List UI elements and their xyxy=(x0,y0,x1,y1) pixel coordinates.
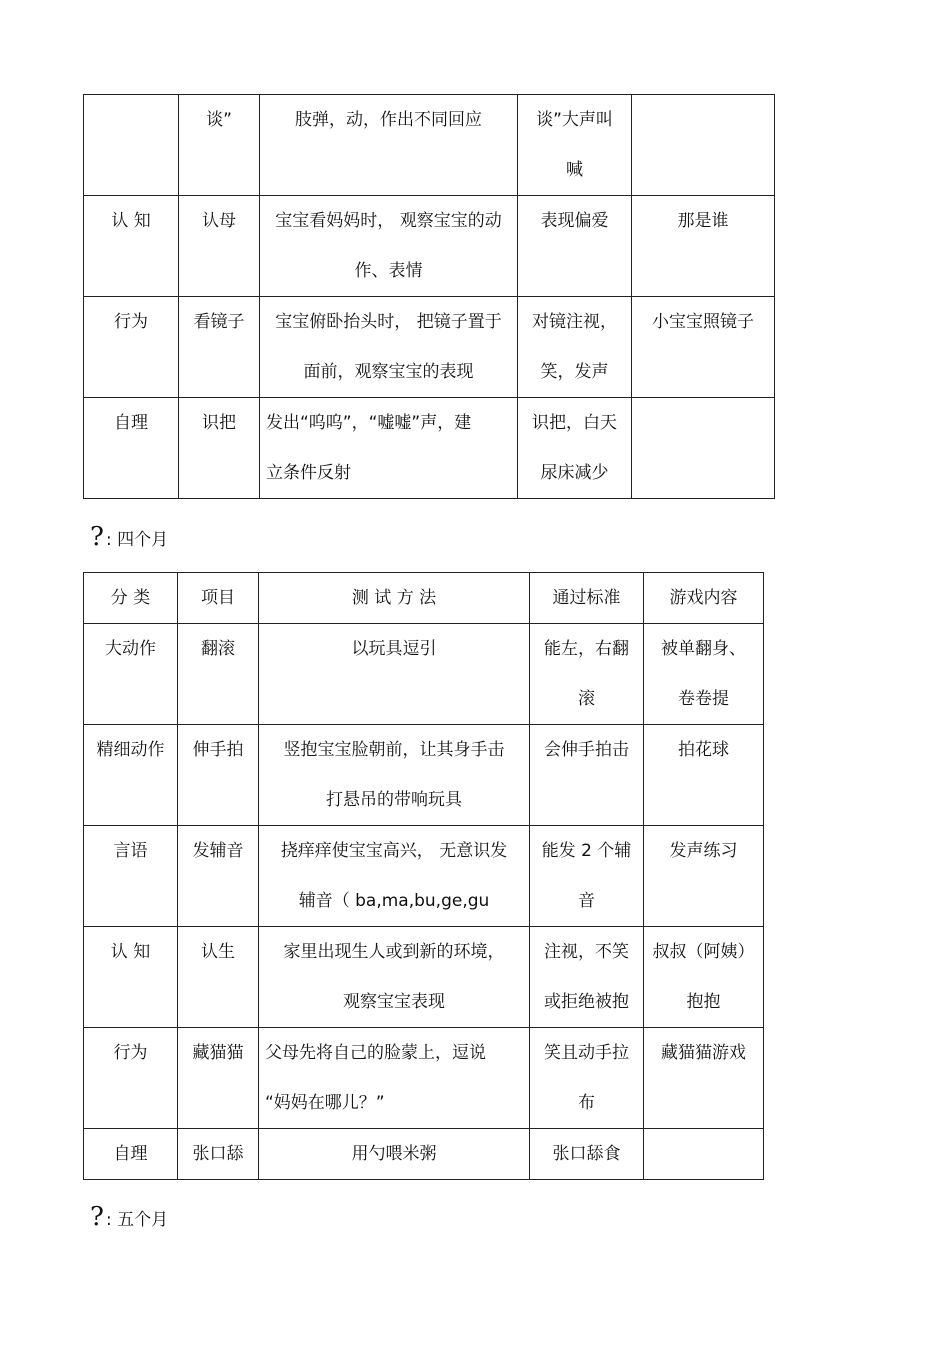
game-cell: 叔叔（阿姨） 抱抱 xyxy=(644,927,764,1028)
category-cell: 言语 xyxy=(84,826,178,927)
bullet-marker: ? xyxy=(90,522,104,552)
table-row xyxy=(84,95,775,196)
standard-cell: 识把，白天 尿床减少 xyxy=(518,398,632,499)
standard-cell: 张口舔食 xyxy=(530,1129,644,1180)
table-row xyxy=(84,1028,764,1129)
method-cell: 肢弹，动，作出不同回应 xyxy=(260,95,518,196)
method-cell: 家里出现生人或到新的环境， 观察宝宝表现 xyxy=(259,927,530,1028)
method-cell: 挠痒痒使宝宝高兴， 无意识发 辅音（ ba,ma,bu,ge,gu xyxy=(259,826,530,927)
table-header-row xyxy=(84,573,764,624)
section-heading-4-months xyxy=(90,523,168,554)
category-cell: 认 知 xyxy=(84,196,179,297)
method-cell: 发出“呜呜”，“嘘嘘”声，建 立条件反射 xyxy=(260,398,518,499)
item-cell: 认生 xyxy=(178,927,259,1028)
game-cell: 拍花球 xyxy=(644,725,764,826)
item-cell: 看镜子 xyxy=(179,297,260,398)
category-cell xyxy=(84,95,179,196)
standard-cell: 能左，右翻 滚 xyxy=(530,624,644,725)
table-row xyxy=(84,398,775,499)
table-row xyxy=(84,826,764,927)
method-cell: 用勺喂米粥 xyxy=(259,1129,530,1180)
category-cell: 行为 xyxy=(84,297,179,398)
standard-cell: 谈”大声叫 喊 xyxy=(518,95,632,196)
header-item: 项目 xyxy=(178,573,259,624)
category-cell: 大动作 xyxy=(84,624,178,725)
game-cell xyxy=(632,95,775,196)
item-cell: 张口舔 xyxy=(178,1129,259,1180)
item-cell: 伸手拍 xyxy=(178,725,259,826)
section-title: : 五个月 xyxy=(105,1210,169,1230)
method-cell: 竖抱宝宝脸朝前，让其身手击 打悬吊的带响玩具 xyxy=(259,725,530,826)
category-cell: 认 知 xyxy=(84,927,178,1028)
bullet-marker: ? xyxy=(90,1202,104,1232)
standard-cell: 对镜注视， 笑，发声 xyxy=(518,297,632,398)
item-cell: 藏猫猫 xyxy=(178,1028,259,1129)
header-method: 测 试 方 法 xyxy=(259,573,530,624)
category-cell: 行为 xyxy=(84,1028,178,1129)
table-row xyxy=(84,927,764,1028)
standard-cell: 会伸手拍击 xyxy=(530,725,644,826)
standard-cell: 能发 2 个辅 音 xyxy=(530,826,644,927)
game-cell xyxy=(632,398,775,499)
development-table-3-months xyxy=(83,94,775,499)
category-cell: 精细动作 xyxy=(84,725,178,826)
method-cell: 父母先将自己的脸蒙上，逗说 “妈妈在哪儿？” xyxy=(259,1028,530,1129)
table-row xyxy=(84,725,764,826)
table-row xyxy=(84,196,775,297)
item-cell: 识把 xyxy=(179,398,260,499)
header-standard: 通过标准 xyxy=(530,573,644,624)
table-row xyxy=(84,297,775,398)
category-cell: 自理 xyxy=(84,1129,178,1180)
game-cell: 发声练习 xyxy=(644,826,764,927)
game-cell: 藏猫猫游戏 xyxy=(644,1028,764,1129)
game-cell: 那是谁 xyxy=(632,196,775,297)
game-cell xyxy=(644,1129,764,1180)
standard-cell: 注视，不笑 或拒绝被抱 xyxy=(530,927,644,1028)
method-cell: 宝宝看妈妈时， 观察宝宝的动 作、表情 xyxy=(260,196,518,297)
section-title: : 四个月 xyxy=(105,530,169,550)
item-cell: 翻滚 xyxy=(178,624,259,725)
method-cell: 以玩具逗引 xyxy=(259,624,530,725)
item-cell: 认母 xyxy=(179,196,260,297)
table-row xyxy=(84,624,764,725)
header-category: 分 类 xyxy=(84,573,178,624)
category-cell: 自理 xyxy=(84,398,179,499)
section-heading-5-months xyxy=(90,1203,168,1234)
development-table-4-months xyxy=(83,572,764,1180)
game-cell: 被单翻身、 卷卷提 xyxy=(644,624,764,725)
item-cell: 谈” xyxy=(179,95,260,196)
game-cell: 小宝宝照镜子 xyxy=(632,297,775,398)
method-cell: 宝宝俯卧抬头时， 把镜子置于 面前，观察宝宝的表现 xyxy=(260,297,518,398)
header-game: 游戏内容 xyxy=(644,573,764,624)
standard-cell: 笑且动手拉 布 xyxy=(530,1028,644,1129)
standard-cell: 表现偏爱 xyxy=(518,196,632,297)
item-cell: 发辅音 xyxy=(178,826,259,927)
table-row xyxy=(84,1129,764,1180)
